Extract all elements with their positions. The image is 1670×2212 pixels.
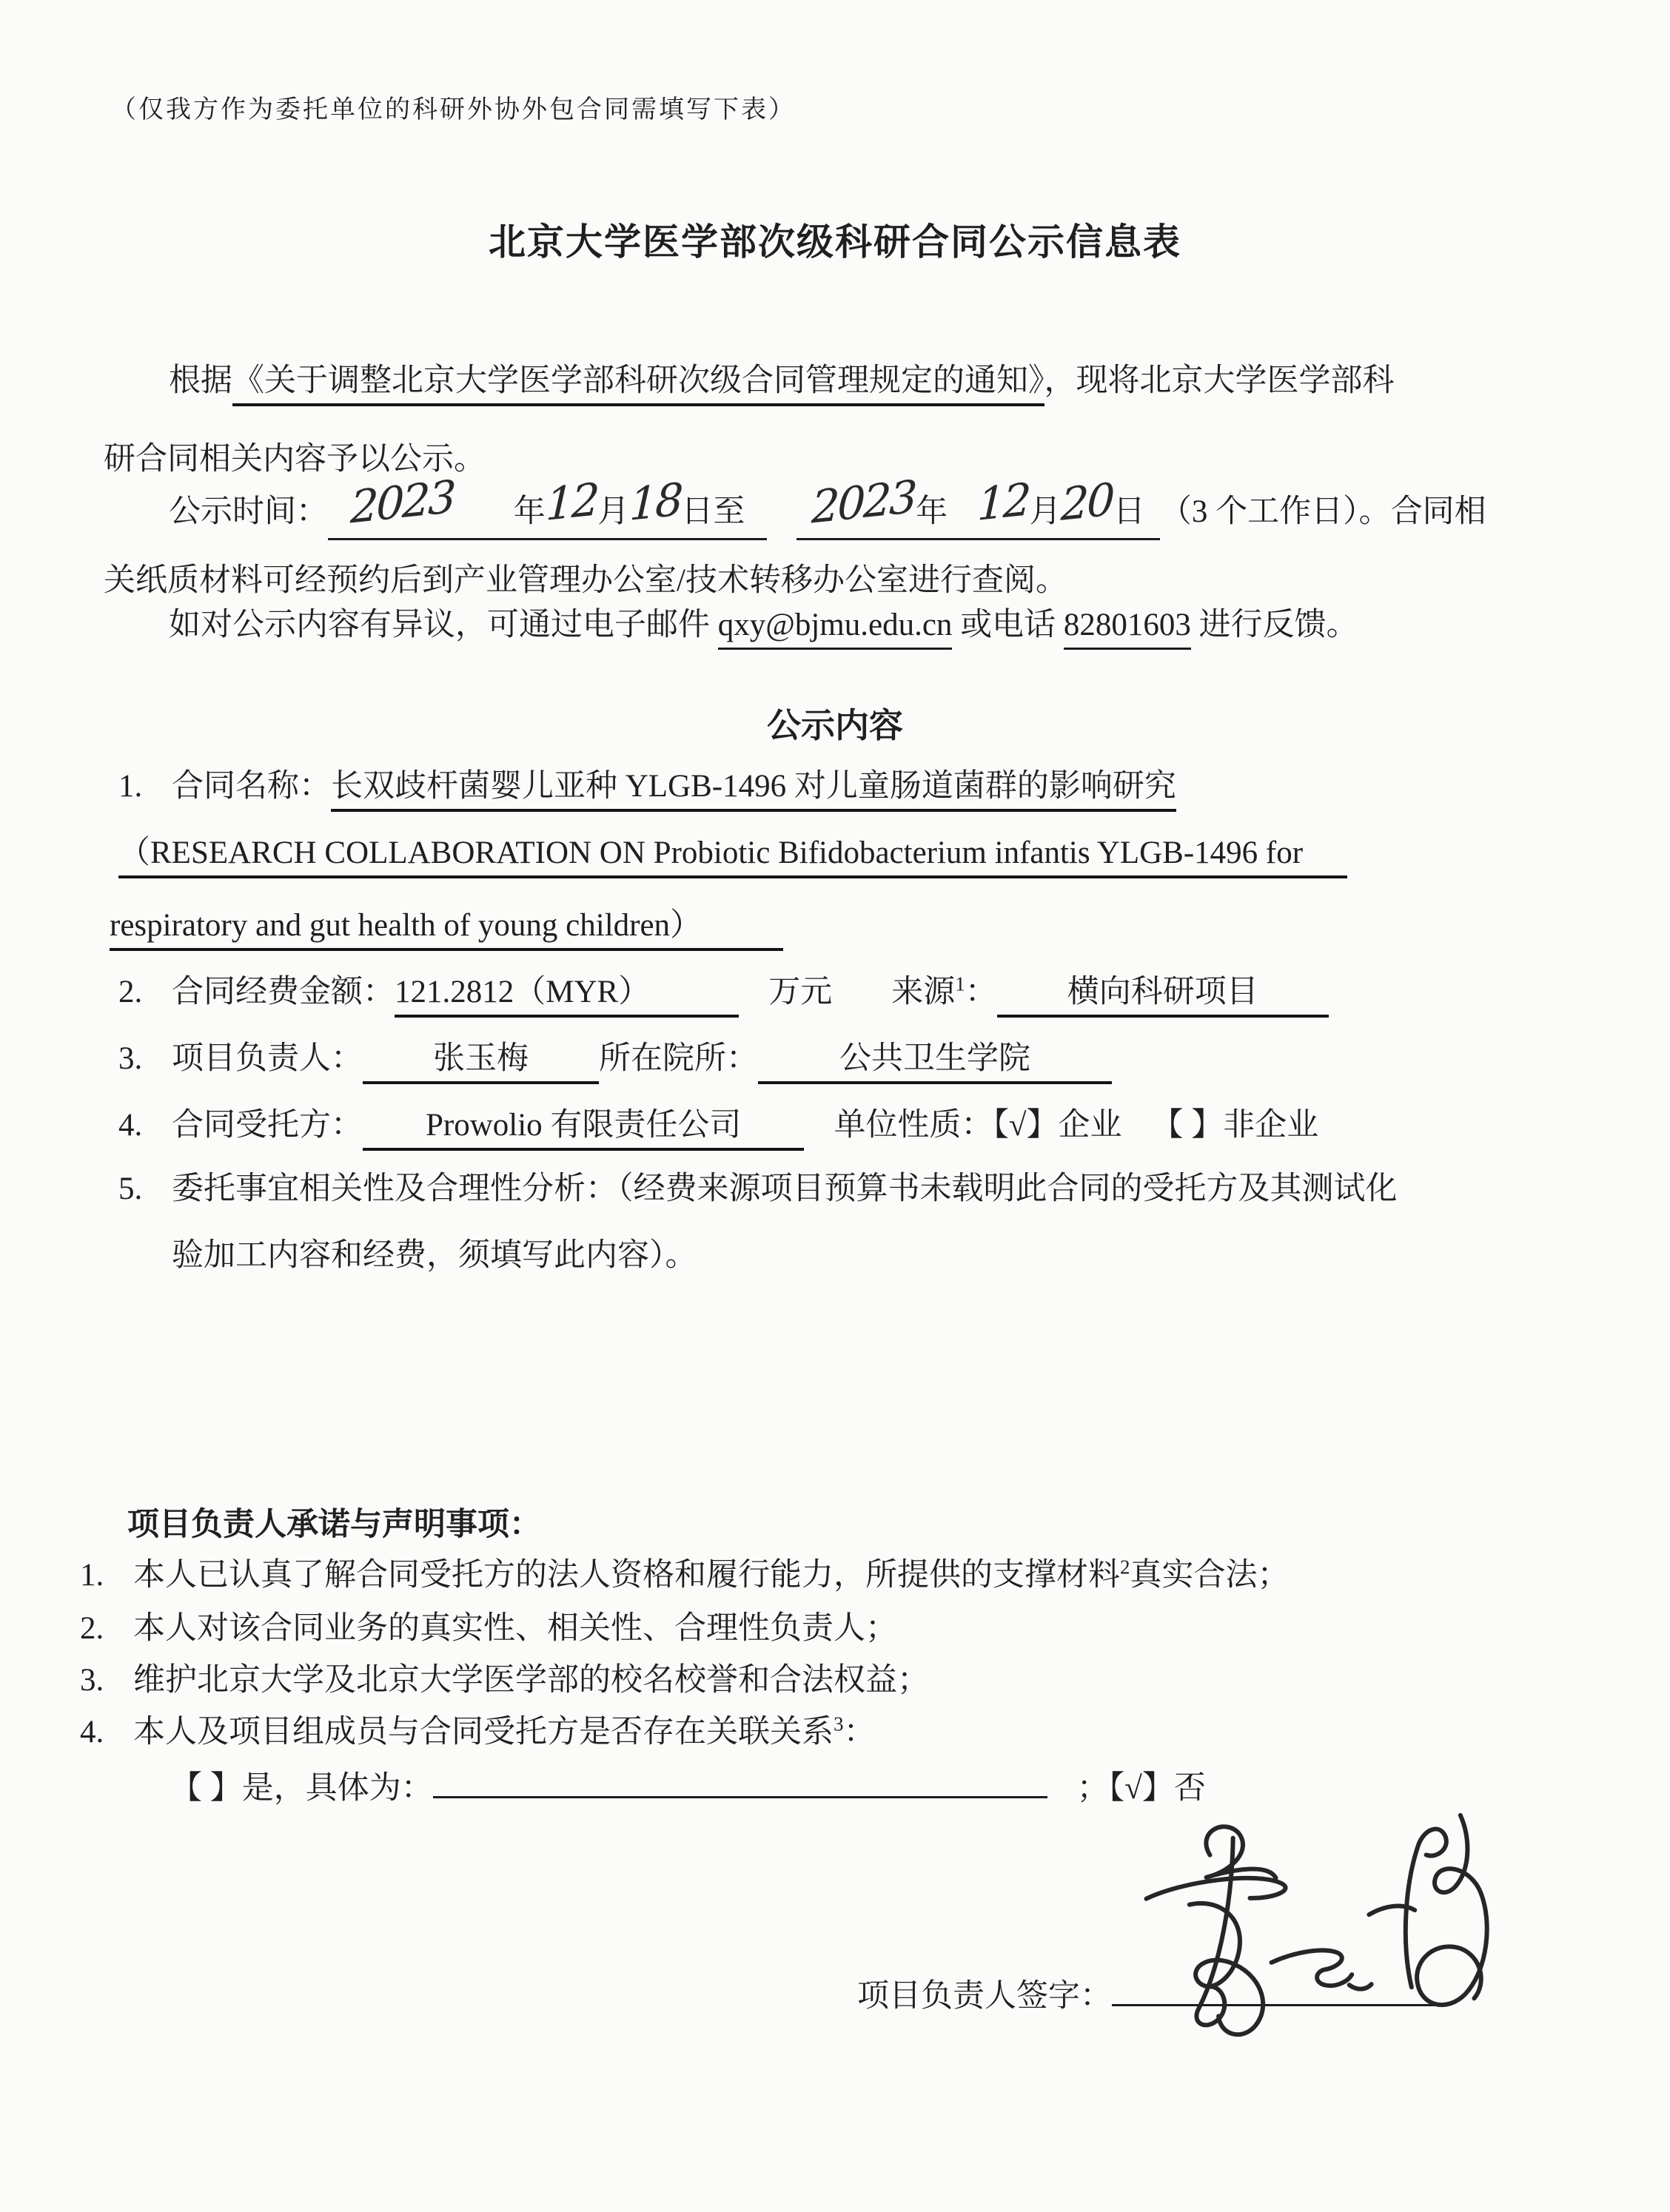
day-to-char: 日至 — [681, 494, 745, 529]
contract-name-en-line-2 — [110, 906, 783, 946]
analysis-row-line-2: 验加工内容和经费，须填写此内容）。 — [172, 1238, 697, 1273]
intro-prefix: 根据 — [169, 363, 232, 398]
contractor-row — [118, 1106, 1318, 1146]
start-day-handwritten: 18 — [628, 473, 683, 531]
relation-line — [170, 1769, 1206, 1809]
relation-detail-blank — [433, 1796, 1047, 1798]
nature-non-enterprise-unchecked: 【 】非企业 — [1151, 1108, 1319, 1143]
commitment-3-text: 维护北京大学及北京大学医学部的校名校誉和合法权益； — [133, 1663, 929, 1698]
publicity-label: 公示时间： — [169, 494, 328, 529]
commitment-item-2 — [80, 1609, 897, 1649]
source-footnote-marker: 1 — [955, 972, 965, 995]
contract-name-cn: 长双歧杆菌婴儿亚种 YLGB-1496 对儿童肠道菌群的影响研究 — [331, 769, 1176, 812]
commitment-1-number: 1. — [80, 1558, 104, 1593]
contract-name-en-2: respiratory and gut health of young children） — [110, 908, 783, 951]
feedback-line — [169, 605, 1358, 645]
start-month-handwritten: 12 — [544, 473, 599, 531]
form-title: 北京大学医学部次级科研合同公示信息表 — [489, 221, 1181, 263]
feedback-phone: 82801603 — [1064, 608, 1191, 650]
notice-title: 《关于调整北京大学医学部科研次级合同管理规定的通知》 — [232, 363, 1044, 406]
dept-label: 所在院所： — [599, 1041, 758, 1076]
nature-label: 单位性质： — [834, 1108, 993, 1143]
analysis-label: 委托事宜相关性及合理性分析： — [172, 1171, 617, 1206]
amount-unit: 万元 — [768, 975, 833, 1009]
signature-label: 项目负责人签字： — [857, 1979, 1112, 2014]
end-day-handwritten: 20 — [1060, 473, 1114, 531]
intro-line-2: 研合同相关内容予以公示。 — [104, 442, 486, 477]
amount-value: 121.2812（MYR） — [395, 975, 739, 1018]
end-date-blank — [797, 471, 1159, 540]
commitment-item-3 — [80, 1661, 929, 1701]
month-char-1: 月 — [597, 494, 630, 529]
relation-yes-unchecked: 【 】是，具体为： — [170, 1771, 433, 1806]
source-value: 横向科研项目 — [997, 975, 1329, 1018]
item-5-number: 5. — [118, 1171, 143, 1206]
commitment-heading: 项目负责人承诺与声明事项： — [127, 1507, 541, 1542]
item-4-number: 4. — [118, 1108, 143, 1143]
start-year-handwritten: 2023 — [349, 471, 455, 534]
contract-name-row — [118, 767, 1176, 807]
commitment-item-4 — [80, 1712, 876, 1752]
commitment-2-text: 本人对该合同业务的真实性、相关性、合理性负责人； — [133, 1611, 897, 1646]
commitment-1-pre: 本人已认真了解合同受托方的法人资格和履行能力，所提供的支撑材料 — [133, 1558, 1120, 1593]
contract-name-label: 合同名称： — [172, 769, 331, 804]
commitment-3-number: 3. — [80, 1663, 104, 1698]
top-note: （仅我方作为委托单位的科研外协外包合同需填写下表） — [111, 96, 796, 124]
intro-rest: ，现将北京大学医学部科 — [1044, 363, 1395, 398]
feedback-middle: 或电话 — [952, 608, 1064, 642]
commitment-4-number: 4. — [80, 1715, 104, 1749]
feedback-prefix: 如对公示内容有异议，可通过电子邮件 — [169, 608, 718, 642]
contract-name-en-line-1 — [118, 833, 1347, 873]
year-char-1: 年 — [513, 494, 546, 529]
day-char: 日 — [1113, 494, 1145, 529]
publicity-tail: （3 个工作日）。合同相 — [1159, 494, 1486, 529]
commitment-4-post: ： — [843, 1715, 876, 1749]
item-2-number: 2. — [118, 975, 143, 1009]
publicity-period-line-1 — [169, 471, 1486, 540]
commitment-1-post: 真实合法； — [1130, 1558, 1290, 1593]
end-year-handwritten: 2023 — [811, 471, 916, 534]
amount-label: 合同经费金额： — [172, 975, 395, 1009]
pi-signature-handwriting — [1121, 1799, 1499, 2056]
content-heading: 公示内容 — [767, 706, 903, 744]
nature-enterprise-checked: 【√】企业 — [993, 1108, 1122, 1143]
contractor-name: Prowolio 有限责任公司 — [363, 1108, 804, 1151]
source-colon: ： — [965, 975, 997, 1009]
commitment-4-pre: 本人及项目组成员与合同受托方是否存在关联关系 — [133, 1715, 834, 1749]
commitment-1-footnote-marker: 2 — [1120, 1556, 1130, 1579]
start-date-blank — [328, 471, 767, 540]
contractor-label: 合同受托方： — [172, 1108, 363, 1143]
end-month-handwritten: 12 — [976, 473, 1030, 531]
dept-name: 公共卫生学院 — [758, 1041, 1112, 1084]
relation-no-checked: 【√】否 — [1108, 1771, 1206, 1806]
relation-separator: ； — [1076, 1771, 1109, 1806]
commitment-4-footnote-marker: 3 — [834, 1712, 844, 1735]
analysis-note-1: （经费来源项目预算书未载明此合同的受托方及其测试化 — [617, 1171, 1398, 1206]
pi-name: 张玉梅 — [363, 1041, 599, 1084]
analysis-row-line-1 — [118, 1169, 1398, 1209]
commitment-item-1 — [80, 1556, 1290, 1596]
item-1-number: 1. — [118, 769, 143, 804]
intro-line-1 — [169, 361, 1395, 401]
publicity-period-line-2: 关纸质材料可经预约后到产业管理办公室/技术转移办公室进行查阅。 — [104, 563, 1067, 598]
feedback-suffix: 进行反馈。 — [1190, 608, 1358, 642]
source-label: 来源 — [891, 975, 956, 1009]
commitment-2-number: 2. — [80, 1611, 104, 1646]
contract-name-en-1: （RESEARCH COLLABORATION ON Probiotic Bifidobacterium infantis YLGB-1496 for — [118, 836, 1347, 878]
pi-label: 项目负责人： — [172, 1041, 363, 1076]
month-char-2: 月 — [1029, 494, 1062, 529]
year-char-2: 年 — [916, 494, 948, 529]
feedback-email: qxy@bjmu.edu.cn — [718, 608, 953, 650]
contract-amount-row — [118, 972, 1329, 1012]
item-3-number: 3. — [118, 1041, 143, 1076]
pi-row — [118, 1039, 1112, 1079]
